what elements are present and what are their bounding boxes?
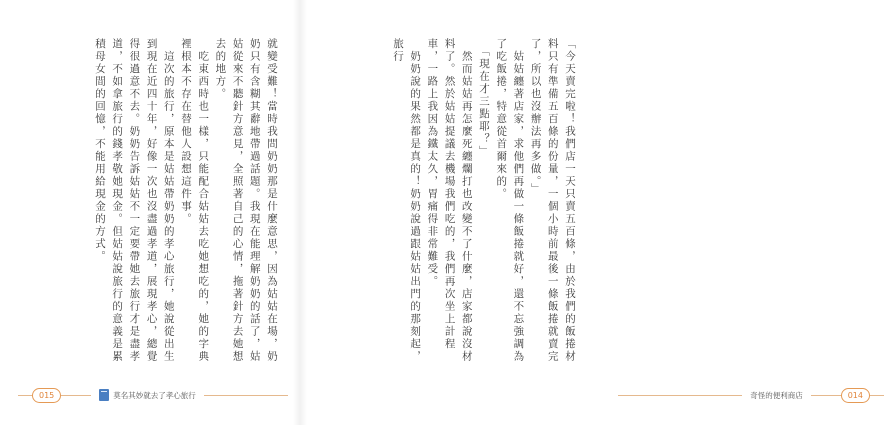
footer-rule [870, 395, 884, 396]
right-page-body-text: 「今天賣完啦！我們店一天只賣五百條，由於我們的飯捲材料只有準備五百條的份量，一個小時前最後一條飯捲就賣完了，所以也沒辦法再多做。」 姑姑纏著店家，求他們再做一條飯捲就好，還不忘強調為了吃飯捲，特意從首爾來的。 「現在才三點耶？」 然而姑姑再怎麼死纏爛打也改變不了什麼，店家都說沒材料了。然於姑姑提議去機場我們吃的，我們再次坐上計程車，一路上我因為鐵太久，胃痛得非常難受。 奶奶說的果然都是真的！奶奶說過跟姑姑出門的那刻起，旅行 [391, 38, 576, 363]
left-page [0, 0, 300, 425]
right-page-chapter-title: 奇怪的便利商店 [750, 390, 803, 400]
left-page-footer [18, 387, 288, 403]
footer-rule [811, 395, 841, 396]
left-page-book-title: 莫名其妙就去了孝心旅行 [113, 390, 196, 400]
footer-rule [204, 395, 288, 396]
left-page-number: 015 [32, 388, 61, 403]
left-page-body-text: 就變受難！當時我問奶奶那是什麼意思，因為姑姑在場，奶奶只有含糊其辭地帶過話題。我現在能理解奶奶的話了，姑姑從來不聽針方意見，全照著自己的心情，拖著針方去她想去的地方。 吃東西時也一樣，只能配合姑姑去吃她想吃的，她的字典裡根本不存在替他人設想這件事。 這次的旅行，原本是姑姑帶奶奶的孝心旅行，她說從出生到現在近四十年，好像一次也沒盡過孝道，展現孝心，總覺得很過意不去。奶奶告訴姑姑不一定要帶她去旅行才是盡孝道，不如拿旅行的錢孝敬她現金。但姑姑說旅行的意義是累積母女間的回憶，不能用給現金的方式。 [93, 38, 278, 363]
book-icon [99, 389, 109, 401]
right-page-number: 014 [841, 388, 870, 403]
footer-rule [18, 395, 32, 396]
footer-rule [61, 395, 91, 396]
right-page-footer [618, 387, 884, 403]
right-page [300, 0, 863, 425]
footer-rule [618, 395, 742, 396]
